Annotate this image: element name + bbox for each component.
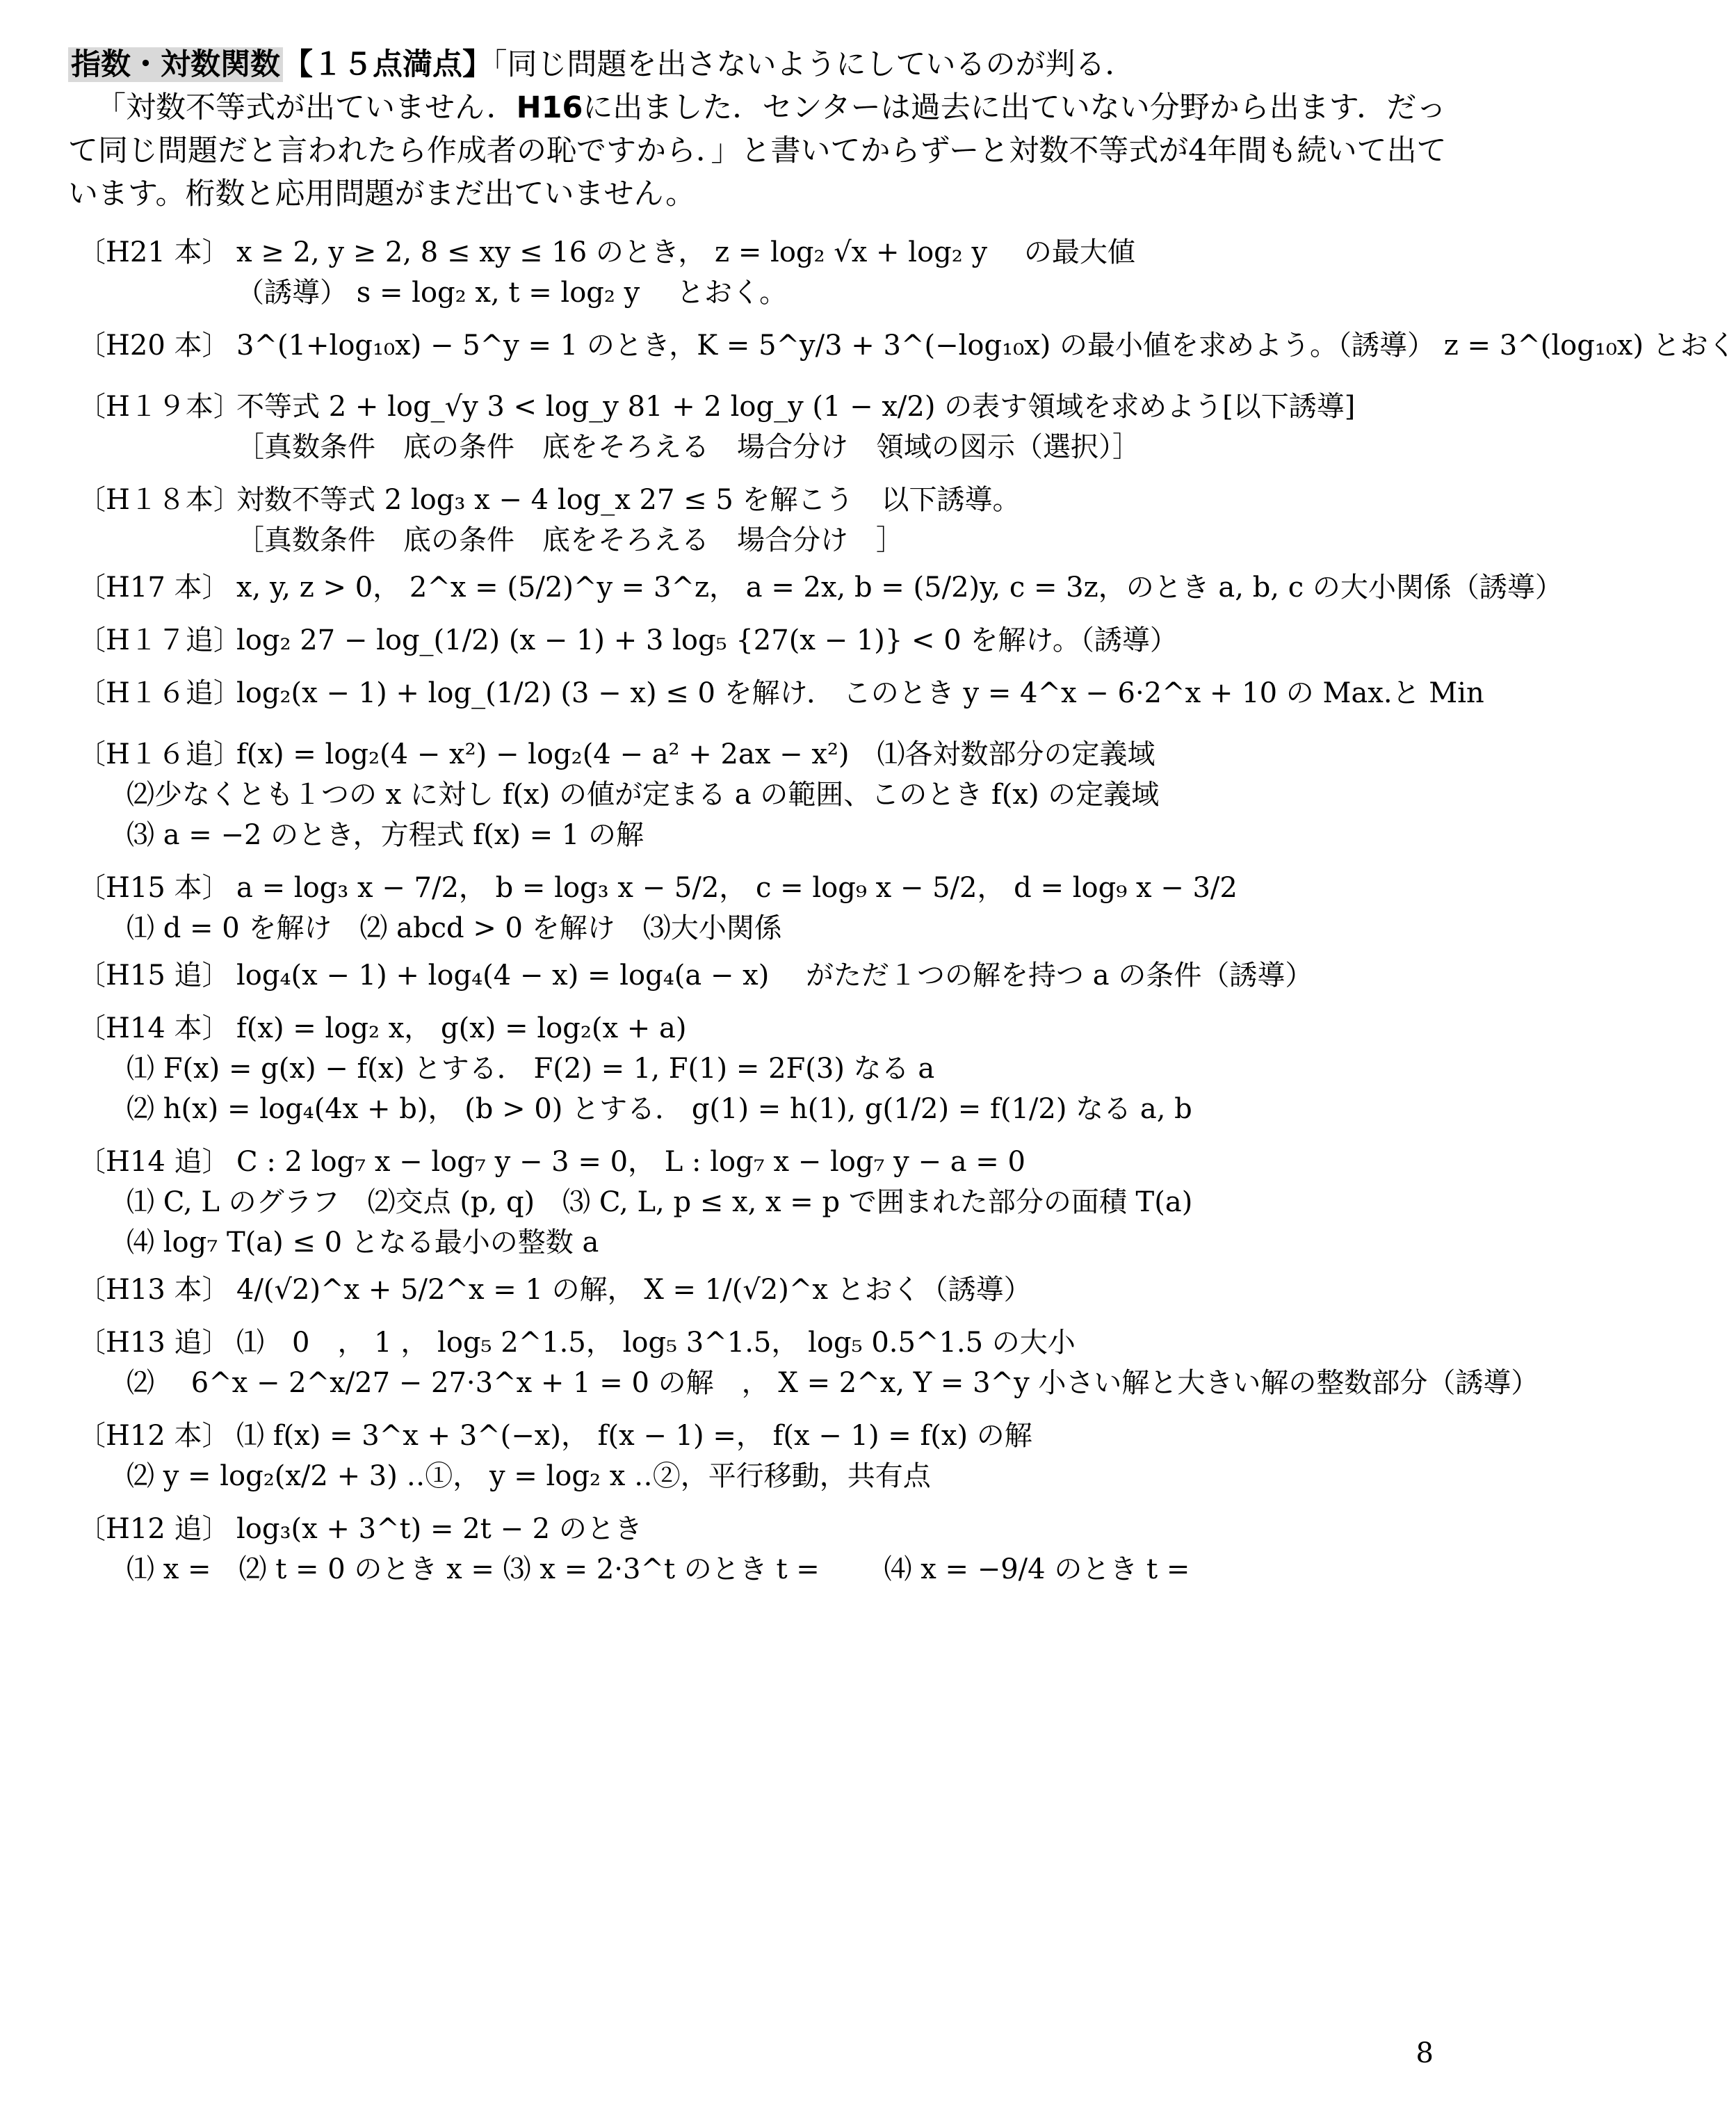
problem-item (78, 323, 1736, 363)
problem-label: 〔H12 本〕 (78, 1419, 230, 1452)
problem-item (78, 1413, 1461, 1494)
problem-line (78, 1220, 1461, 1260)
problem-line (78, 731, 1461, 772)
problem-line (78, 1005, 1461, 1046)
problem-text: f(x) = log₂(4 − x²) − log₂(4 − a² + 2ax − x²) ⑴各対数部分の定義域 (236, 738, 1155, 770)
section-title: 指数・対数関数 (68, 47, 283, 82)
problem-line (78, 772, 1461, 812)
problem-label: 〔H17 本〕 (78, 571, 230, 604)
problem-line (78, 1139, 1461, 1179)
problem-label: 〔H15 追〕 (78, 959, 230, 992)
problem-item (78, 1506, 1461, 1587)
problem-text: ⑵少なくとも１つの x に対し f(x) の値が定まる a の範囲、このとき f(x) の定義域 (127, 778, 1160, 811)
problem-line (78, 270, 1461, 310)
problem-text: log₄(x − 1) + log₄(4 − x) = log₄(a − x) がただ１つの解を持つ a の条件（誘導） (236, 959, 1313, 992)
problem-item (78, 477, 1461, 558)
problem-text: ⑵ 6^x − 2^x/27 − 27·3^x + 1 = 0 の解 ， X = 2^x, Y = 3^y 小さい解と大きい解の整数部分（誘導） (127, 1366, 1539, 1399)
problem-item (78, 565, 1563, 605)
problem-label: 〔H１７追〕 (78, 624, 241, 656)
problem-item (78, 865, 1461, 946)
problem-line (78, 1086, 1461, 1126)
problem-item (78, 1267, 1461, 1307)
problem-text: 対数不等式 2 log₃ x − 4 log_x 27 ≤ 5 を解こう 以下誘導。 (236, 483, 1021, 516)
problem-item (78, 1320, 1539, 1400)
problem-text: ⑵ y = log₂(x/2 + 3) ‥①， y = log₂ x ‥②，平行移動，共有点 (127, 1459, 931, 1492)
problem-label: 〔H１９本〕 (78, 390, 241, 423)
problem-line (78, 424, 1461, 464)
problem-line (78, 229, 1461, 270)
problem-label: 〔H１６追〕 (78, 738, 241, 770)
problem-label: 〔H１８本〕 (78, 483, 241, 516)
problem-line (78, 477, 1461, 517)
problem-label: 〔H13 本〕 (78, 1273, 230, 1306)
problem-line (78, 1546, 1461, 1587)
intro-line2e: 年間も続いて出ています。桁数と応用問題がまだ出ていません。 (68, 134, 1447, 211)
problem-label: 〔H21 本〕 (78, 236, 230, 268)
problem-text: ⑷ log₇ T(a) ≤ 0 となる最小の整数 a (127, 1226, 599, 1259)
score-tag: 【１５点満点】 (283, 47, 492, 82)
problem-text: a = log₃ x − 7/2， b = log₃ x − 5/2， c = log₉ x − 5/2， d = log₉ x − 3/2 (236, 871, 1238, 904)
problem-line (78, 1453, 1461, 1494)
problem-text: ［真数条件 底の条件 底をそろえる 場合分け 領域の図示（選択）］ (236, 430, 1140, 463)
page-number: 8 (1415, 2037, 1434, 2069)
problem-item (78, 731, 1461, 852)
problem-text: （誘導） s = log₂ x, t = log₂ y とおく。 (236, 276, 788, 309)
problem-line (78, 1413, 1461, 1453)
intro-line1: 「同じ問題を出さないようにしているのが判る． (492, 47, 1135, 82)
problem-line (78, 905, 1461, 946)
problem-line (78, 865, 1461, 905)
problem-text: ⑴ C, L のグラフ ⑵交点 (p, q) ⑶ C, L, p ≤ x, x = p で囲まれた部分の面積 T(a) (127, 1186, 1193, 1218)
problem-line (78, 1320, 1461, 1360)
problem-text: log₃(x + 3^t) = 2t − 2 のとき (236, 1512, 642, 1545)
problem-text: ⑴ F(x) = g(x) − f(x) とする． F(2) = 1, F(1) = 2F(3) なる a (127, 1052, 935, 1085)
problem-text: log₂ 27 − log_(1/2) (x − 1) + 3 log₅ {27(x − 1)} < 0 を解け。（誘導） (236, 624, 1178, 656)
problem-line (78, 617, 1461, 658)
problem-list (78, 229, 1736, 1599)
problem-label: 〔H15 本〕 (78, 871, 230, 904)
problem-text: C : 2 log₇ x − log₇ y − 3 = 0， L : log₇ x − log₇ y − a = 0 (236, 1145, 1025, 1178)
problem-label: 〔H14 本〕 (78, 1012, 230, 1044)
problem-text: log₂(x − 1) + log_(1/2) (3 − x) ≤ 0 を解け． このとき y = 4^x − 6·2^x + 10 の Max.と Min (236, 677, 1484, 709)
problem-text: 不等式 2 + log_√y 3 < log_y 81 + 2 log_y (1 − x/2) の表す領域を求めよう[以下誘導] (236, 390, 1356, 423)
problem-line (78, 1046, 1461, 1086)
problem-line (78, 1506, 1461, 1546)
problem-text: ⑵ h(x) = log₄(4x + b)， (b > 0) とする． g(1) = h(1), g(1/2) = f(1/2) なる a, b (127, 1092, 1192, 1125)
problem-text: ⑴ d = 0 を解け ⑵ abcd > 0 を解け ⑶大小関係 (127, 912, 782, 944)
problem-item (78, 953, 1461, 993)
problem-label: 〔H13 追〕 (78, 1326, 230, 1359)
problem-label: 〔H１６追〕 (78, 677, 241, 709)
intro-line2b: H16 (516, 90, 583, 125)
problem-line (78, 517, 1461, 558)
problem-line (78, 565, 1563, 605)
problem-label: 〔H12 追〕 (78, 1512, 230, 1545)
problem-label: 〔H20 本〕 (78, 329, 230, 362)
problem-text: ⑴ f(x) = 3^x + 3^(−x)， f(x − 1) =， f(x − 1) = f(x) の解 (236, 1419, 1032, 1452)
problem-item (78, 384, 1461, 464)
problem-text: ⑴ 0 ， 1 ， log₅ 2^1.5， log₅ 3^1.5， log₅ 0.5^1.5 の大小 (236, 1326, 1076, 1359)
problem-item (78, 1005, 1461, 1126)
intro-line2c: に出ました．センターは過去に出ていない分野から出ます．だって同じ問題だと言われたら作成者の恥ですから．」と書いてからずーと対数不等式が (68, 90, 1447, 168)
problem-text: ⑴ x = ⑵ t = 0 のとき x = ⑶ x = 2·3^t のとき t = ⑷ x = −9/4 のとき t = (127, 1553, 1190, 1585)
problem-item (78, 229, 1461, 310)
problem-line (78, 670, 1484, 711)
problem-line (78, 1179, 1461, 1220)
problem-text: x ≥ 2, y ≥ 2, 8 ≤ xy ≤ 16 のとき， z = log₂ √x + log₂ y の最大値 (236, 236, 1135, 268)
intro-line2d: 4 (1188, 134, 1208, 168)
intro-line2a: 「対数不等式が出ていません． (96, 90, 517, 125)
problem-line (78, 1360, 1539, 1400)
problem-line (78, 323, 1736, 363)
problem-item (78, 1139, 1461, 1260)
problem-line (78, 384, 1461, 424)
problem-label: 〔H14 追〕 (78, 1145, 230, 1178)
problem-text: ［真数条件 底の条件 底をそろえる 場合分け ］ (236, 524, 904, 556)
problem-item (78, 617, 1461, 658)
problem-text: f(x) = log₂ x， g(x) = log₂(x + a) (236, 1012, 687, 1044)
problem-text: 4/(√2)^x + 5/2^x = 1 の解， X = 1/(√2)^x とおく（誘導） (236, 1273, 1032, 1306)
intro-paragraph (68, 43, 1452, 216)
problem-text: 3^(1+log₁₀x) − 5^y = 1 のとき，K = 5^y/3 + 3^(−log₁₀x) の最小値を求めよう。（誘導） z = 3^(log₁₀x) とおく (236, 329, 1736, 362)
problem-line (78, 1267, 1461, 1307)
problem-line (78, 812, 1461, 852)
problem-text: ⑶ a = −2 のとき，方程式 f(x) = 1 の解 (127, 818, 644, 851)
problem-line (78, 953, 1461, 993)
problem-text: x, y, z > 0， 2^x = (5/2)^y = 3^z， a = 2x, b = (5/2)y, c = 3z，のとき a, b, c の大小関係（誘導） (236, 571, 1563, 604)
problem-item (78, 670, 1484, 711)
